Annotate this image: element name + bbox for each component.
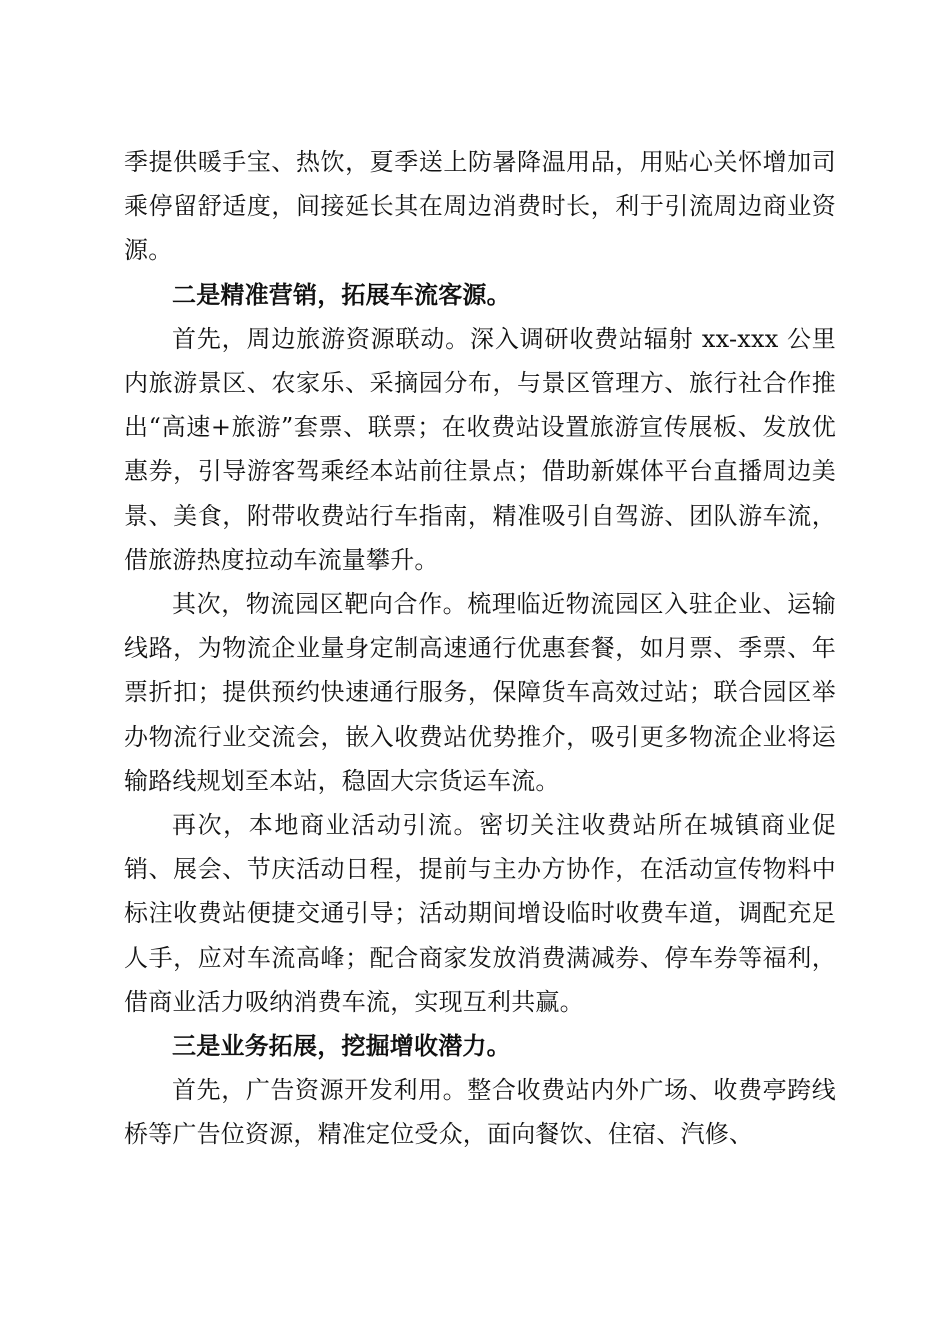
section-heading-2: 二是精准营销，拓展车流客源。 bbox=[172, 280, 511, 309]
document-body bbox=[124, 140, 836, 1157]
paragraph-advertising: 首先，广告资源开发利用。整合收费站内外广场、收费亭跨线桥等广告位资源，精准定位受众，面向餐饮、住宿、汽修、 bbox=[124, 1076, 836, 1149]
paragraph-local-commerce: 再次，本地商业活动引流。密切关注收费站所在城镇商业促销、展会、节庆活动日程，提前与主办方协作，在活动宣传物料中标注收费站便捷交通引导；活动期间增设临时收费车道，调配充足人手，应对车流高峰；配合商家发放消费满减券、停车券等福利，借商业活力吸纳消费车流，实现互利共赢。 bbox=[124, 811, 836, 1016]
paragraph-tourism: 首先，周边旅游资源联动。深入调研收费站辐射 xx-xxx 公里内旅游景区、农家乐、采摘园分布，与景区管理方、旅行社合作推出“高速+旅游”套票、联票；在收费站设置旅游宣传展板、发放优惠券，引导游客驾乘经本站前往景点；借助新媒体平台直播周边美景、美食，附带收费站行车指南，精准吸引自驾游、团队游车流，借旅游热度拉动车流量攀升。 bbox=[124, 324, 836, 574]
section-heading-3: 三是业务拓展，挖掘增收潜力。 bbox=[172, 1032, 511, 1061]
paragraph-logistics: 其次，物流园区靶向合作。梳理临近物流园区入驻企业、运输线路，为物流企业量身定制高速通行优惠套餐，如月票、季票、年票折扣；提供预约快速通行服务，保障货车高效过站；联合园区举办物流行业交流会，嵌入收费站优势推介，吸引更多物流企业将运输路线规划至本站，稳固大宗货运车流。 bbox=[124, 590, 836, 795]
paragraph-continuation: 季提供暖手宝、热饮，夏季送上防暑降温用品，用贴心关怀增加司乘停留舒适度，间接延长其在周边消费时长，利于引流周边商业资源。 bbox=[124, 148, 836, 265]
